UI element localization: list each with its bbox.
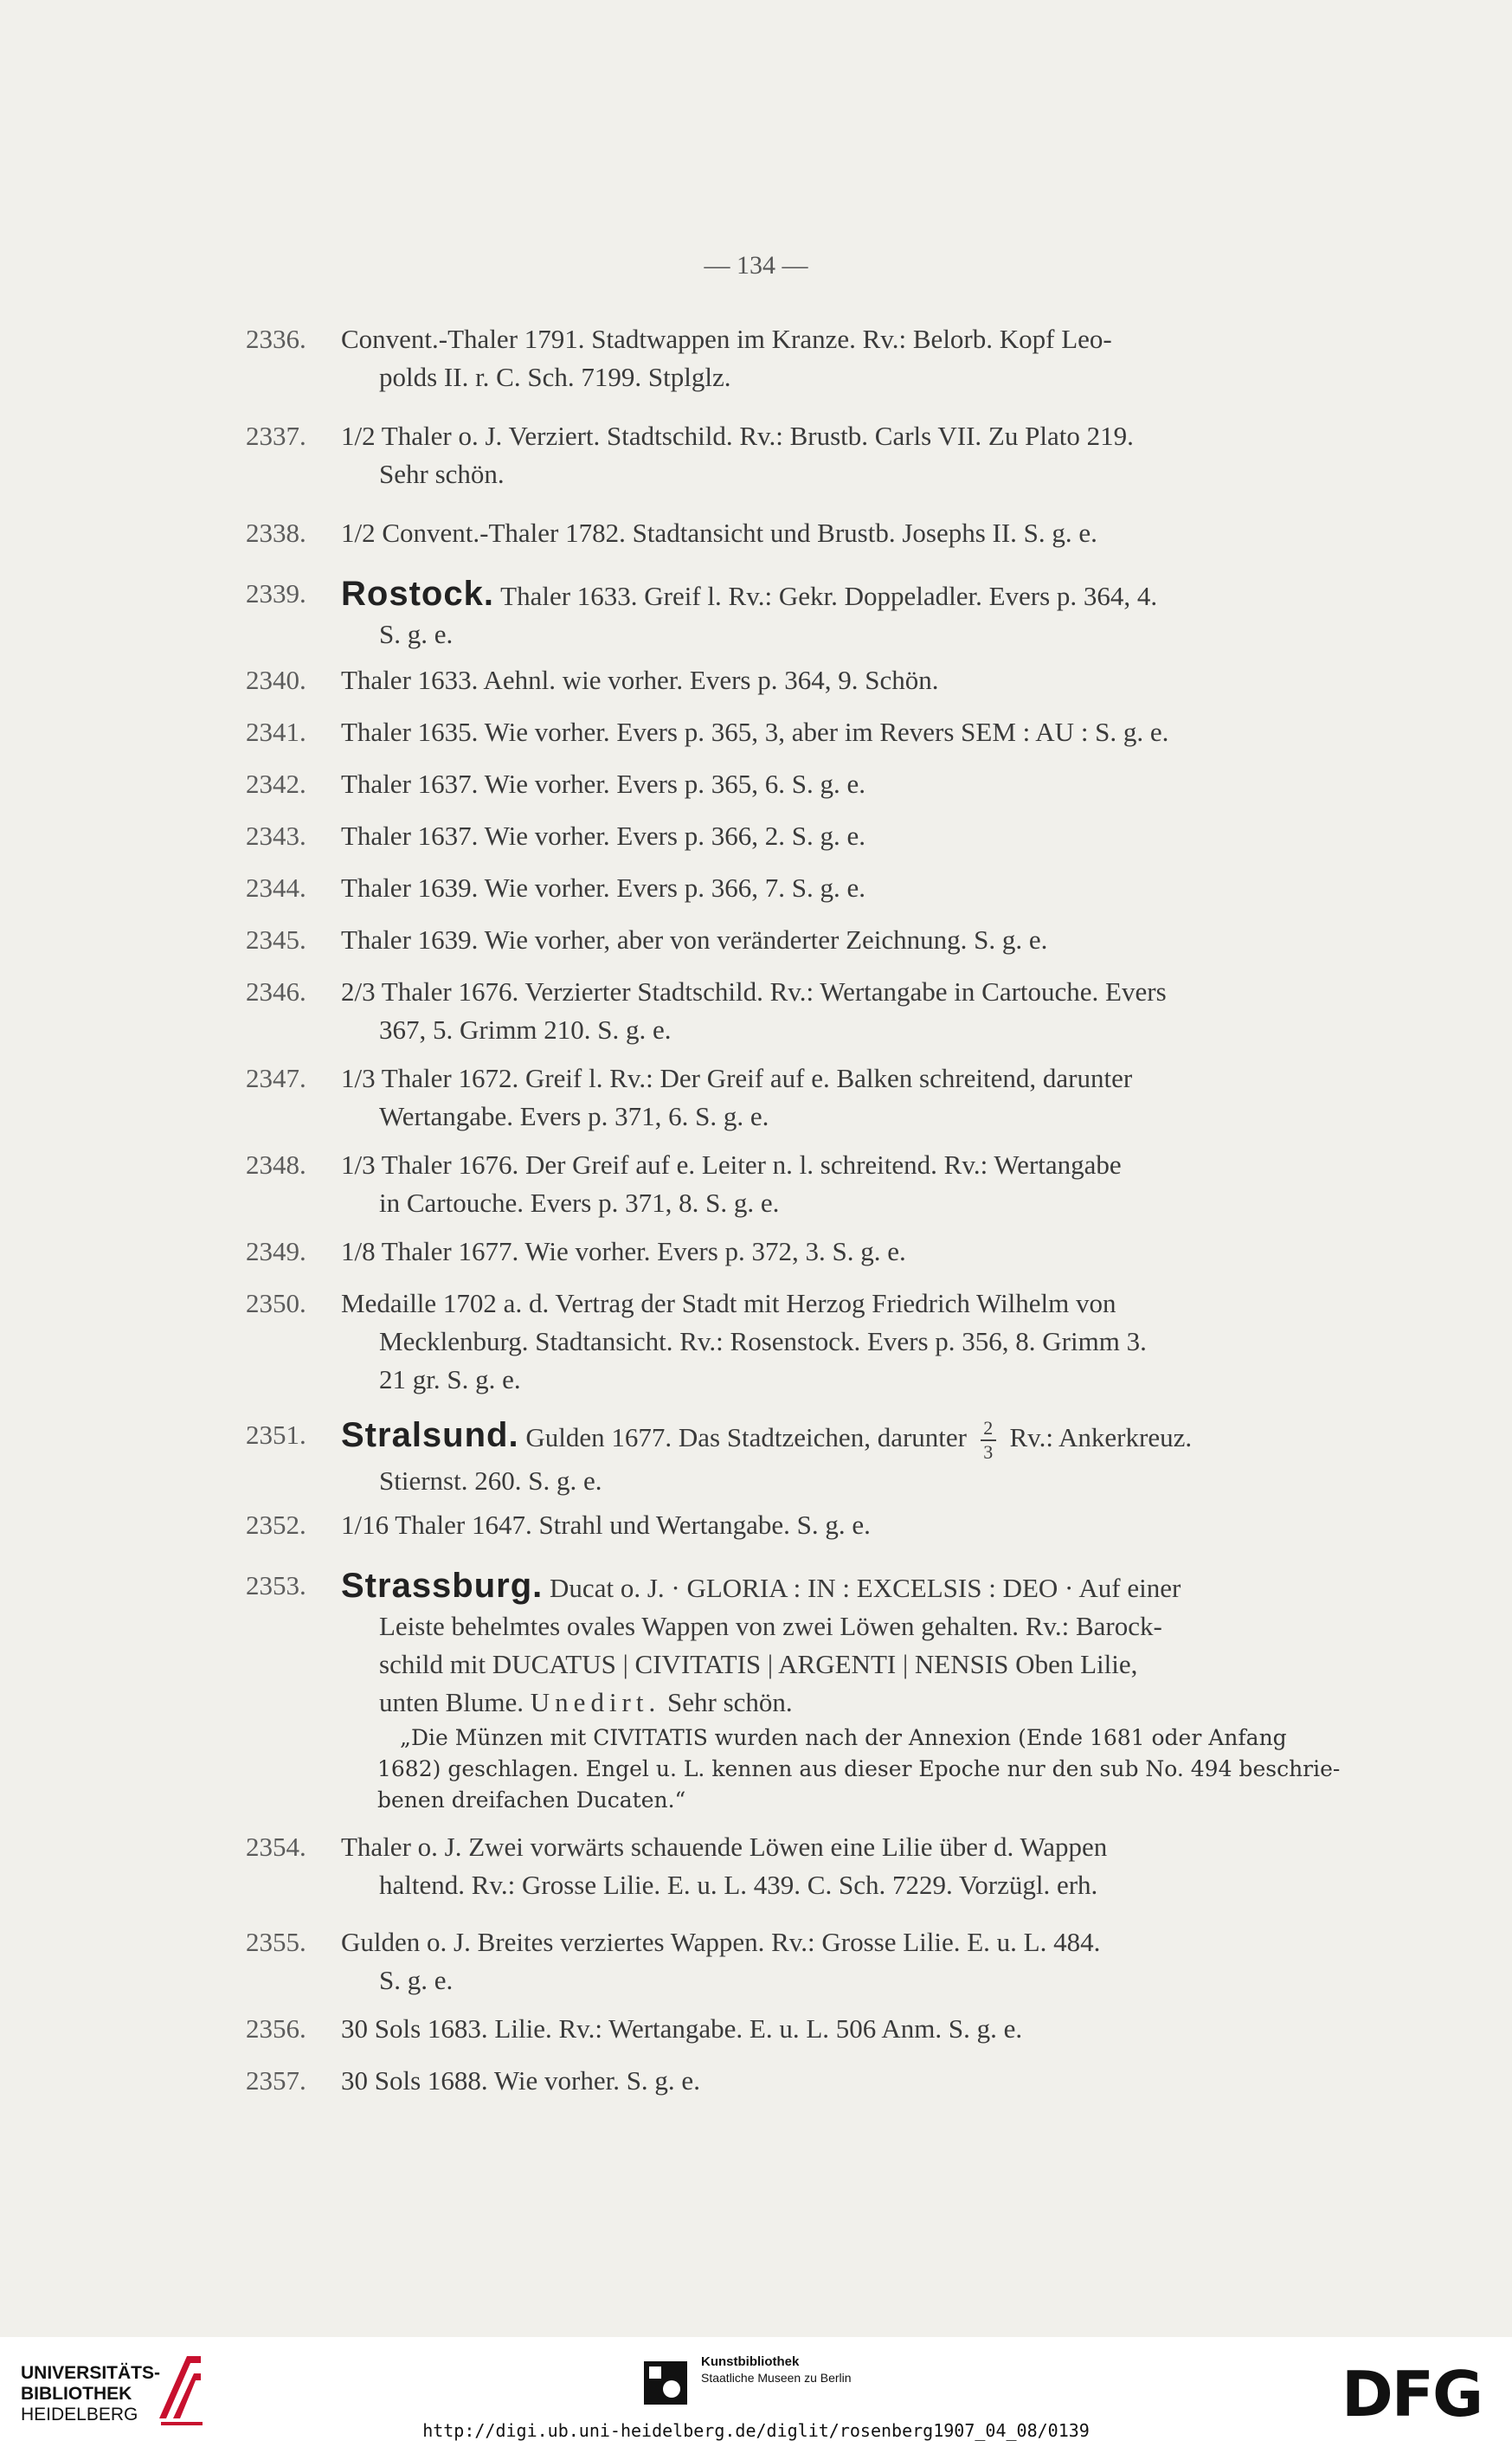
entry-line: Thaler 1639. Wie vorher. Evers p. 366, 7. S. g. e. <box>341 873 865 903</box>
footnote-2353 <box>377 1723 1387 1816</box>
entry-number: 2348. <box>246 1149 306 1180</box>
entry-number: 2347. <box>246 1063 306 1093</box>
entry-line: Convent.-Thaler 1791. Stadtwappen im Kranze. Rv.: Belorb. Kopf Leo- <box>341 324 1112 354</box>
entry-line: polds II. r. C. Sch. 7199. Stplglz. <box>379 362 731 392</box>
entry-line: Thaler 1637. Wie vorher. Evers p. 365, 6. S. g. e. <box>341 769 865 799</box>
entry-line: 1/8 Thaler 1677. Wie vorher. Evers p. 372, 3. S. g. e. <box>341 1236 906 1266</box>
permalink-url[interactable]: http://digi.ub.uni-heidelberg.de/diglit/rosenberg1907_04_08/0139 <box>422 2420 1090 2441</box>
city-heading: Rostock. <box>341 575 494 613</box>
entry-line: 1/2 Convent.-Thaler 1782. Stadtansicht und Brustb. Josephs II. S. g. e. <box>341 518 1097 548</box>
entry-line: Leiste behelmtes ovales Wappen von zwei Löwen gehalten. Rv.: Barock- <box>379 1611 1162 1641</box>
entry-line: 30 Sols 1683. Lilie. Rv.: Wertangabe. E. u. L. 506 Anm. S. g. e. <box>341 2013 1023 2044</box>
note-line: benen dreifachen Ducaten.“ <box>377 1787 686 1813</box>
dfg-logo[interactable]: DFG <box>1341 2358 1483 2431</box>
entry-number: 2356. <box>246 2013 306 2044</box>
entry-line: Thaler 1637. Wie vorher. Evers p. 366, 2. S. g. e. <box>341 821 865 851</box>
entry-line: Thaler 1633. Aehnl. wie vorher. Evers p. 364, 9. Schön. <box>341 665 939 695</box>
entry-number: 2342. <box>246 769 306 799</box>
entry-number: 2351. <box>246 1420 306 1450</box>
entry-line: unten Blume. <box>379 1687 524 1717</box>
entry-number: 2350. <box>246 1288 306 1318</box>
entry-line: Sehr schön. <box>667 1687 793 1717</box>
entry-line: Thaler 1639. Wie vorher, aber von veränderter Zeichnung. S. g. e. <box>341 924 1048 955</box>
note-line: 1682) geschlagen. Engel u. L. kennen aus dieser Epoche nur den sub No. 494 beschrie- <box>377 1756 1341 1781</box>
entry-line: Wertangabe. Evers p. 371, 6. S. g. e. <box>379 1101 769 1131</box>
entry-line: Rv.: Ankerkreuz. <box>1009 1422 1193 1452</box>
city-heading: Stralsund. <box>341 1416 519 1454</box>
footer-bar <box>0 2337 1512 2447</box>
city-heading: Strassburg. <box>341 1567 544 1605</box>
page-number: — 134 — <box>704 251 808 280</box>
entry-line: S. g. e. <box>379 1965 454 1995</box>
entry-number: 2346. <box>246 976 306 1007</box>
entry-line: 367, 5. Grimm 210. S. g. e. <box>379 1014 672 1045</box>
entry-number: 2344. <box>246 873 306 903</box>
entry-line: Thaler 1635. Wie vorher. Evers p. 365, 3, aber im Revers SEM : AU : S. g. e. <box>341 717 1169 747</box>
entry-line: Sehr schön. <box>379 459 505 489</box>
entry-line: Gulden o. J. Breites verziertes Wappen. Rv.: Grosse Lilie. E. u. L. 484. <box>341 1927 1101 1957</box>
note-line: „Die Münzen mit CIVITATIS wurden nach der Annexion (Ende 1681 oder Anfang <box>400 1725 1287 1750</box>
entry-number: 2341. <box>246 717 306 747</box>
entry-number: 2349. <box>246 1236 306 1266</box>
entry-line: 21 gr. S. g. e. <box>379 1364 521 1394</box>
entry-number: 2337. <box>246 421 306 451</box>
entry-line: in Cartouche. Evers p. 371, 8. S. g. e. <box>379 1188 780 1218</box>
entry-line: 1/3 Thaler 1672. Greif l. Rv.: Der Greif auf e. Balken schreitend, darunter <box>341 1063 1133 1093</box>
entry-line: Gulden 1677. Das Stadtzeichen, darunter <box>525 1422 967 1452</box>
kunstbibliothek-label[interactable]: Kunstbibliothek Staatliche Museen zu Berlin <box>701 2354 852 2385</box>
entry-number: 2336. <box>246 324 306 354</box>
entry-line: Ducat o. J. · GLORIA : IN : EXCELSIS : DEO · Auf einer <box>550 1573 1181 1603</box>
entry-number: 2345. <box>246 924 306 955</box>
kunstbibliothek-logo-icon <box>644 2361 687 2405</box>
entry-number: 2354. <box>246 1832 306 1862</box>
entry-line: Stiernst. 260. S. g. e. <box>379 1465 602 1496</box>
entry-line: 30 Sols 1688. Wie vorher. S. g. e. <box>341 2065 700 2096</box>
ub-logo-mark-icon <box>152 2349 208 2427</box>
entry-line: 1/3 Thaler 1676. Der Greif auf e. Leiter n. l. schreitend. Rv.: Wertangabe <box>341 1149 1122 1180</box>
entry-number: 2339. <box>246 578 306 609</box>
entry-line: S. g. e. <box>379 619 454 649</box>
entry-line: Thaler o. J. Zwei vorwärts schauende Löwen eine Lilie über d. Wappen <box>341 1832 1108 1862</box>
entry-line: Mecklenburg. Stadtansicht. Rv.: Rosenstock. Evers p. 356, 8. Grimm 3. <box>379 1326 1147 1356</box>
entry-line: schild mit DUCATUS | CIVITATIS | ARGENTI | NENSIS Oben Lilie, <box>379 1649 1138 1679</box>
entry-number: 2355. <box>246 1927 306 1957</box>
fraction-mark: $\frac{2}{3}$ <box>981 1419 996 1462</box>
unedirt-note: Unedirt. <box>530 1687 661 1717</box>
entry-line: Medaille 1702 a. d. Vertrag der Stadt mit Herzog Friedrich Wilhelm von <box>341 1288 1116 1318</box>
entry-number: 2340. <box>246 665 306 695</box>
entry-number: 2353. <box>246 1570 306 1600</box>
entry-line: 2/3 Thaler 1676. Verzierter Stadtschild. Rv.: Wertangabe in Cartouche. Evers <box>341 976 1167 1007</box>
entry-line: Thaler 1633. Greif l. Rv.: Gekr. Doppeladler. Evers p. 364, 4. <box>500 581 1158 611</box>
ub-heidelberg-logo[interactable]: UNIVERSITÄTS- BIBLIOTHEK HEIDELBERG <box>21 2363 161 2424</box>
entry-number: 2352. <box>246 1510 306 1540</box>
entry-number: 2357. <box>246 2065 306 2096</box>
entry-number: 2343. <box>246 821 306 851</box>
entry-line: 1/2 Thaler o. J. Verziert. Stadtschild. Rv.: Brustb. Carls VII. Zu Plato 219. <box>341 421 1134 451</box>
entry-line: 1/16 Thaler 1647. Strahl und Wertangabe. S. g. e. <box>341 1510 871 1540</box>
entry-line: haltend. Rv.: Grosse Lilie. E. u. L. 439. C. Sch. 7229. Vorzügl. erh. <box>379 1870 1098 1900</box>
entry-number: 2338. <box>246 518 306 548</box>
